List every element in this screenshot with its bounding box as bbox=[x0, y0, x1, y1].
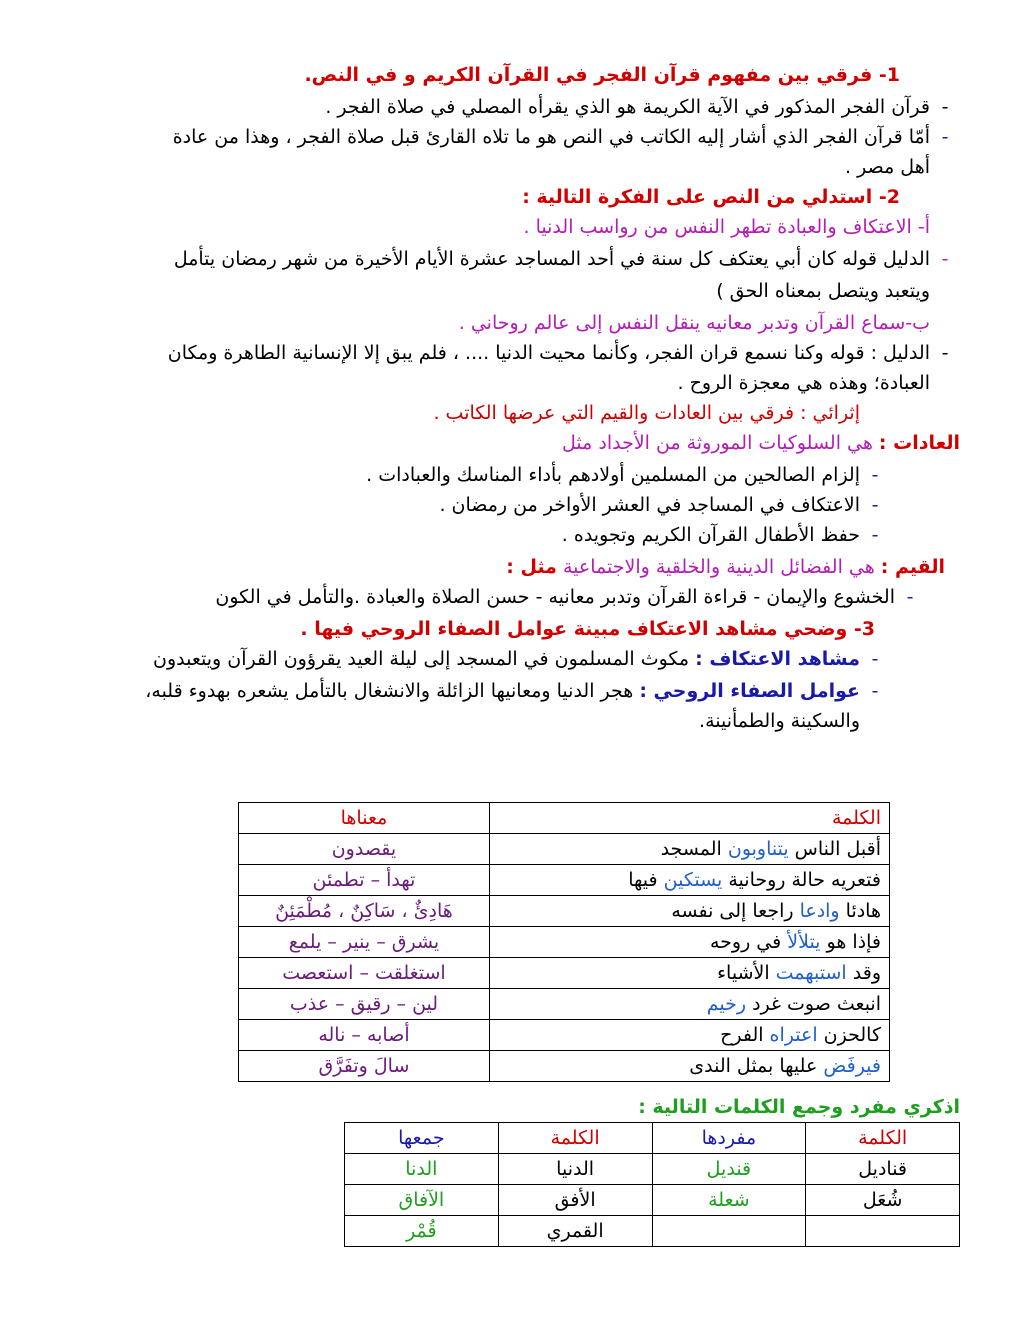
header-meaning: معناها bbox=[239, 803, 490, 834]
table-header-row bbox=[239, 803, 890, 834]
vocab-meaning-cell: استغلقت – استعصت bbox=[239, 958, 490, 989]
table-row bbox=[239, 865, 890, 896]
q1-item-2-cont: أهل مصر . bbox=[845, 156, 930, 178]
plural-cell: القمري bbox=[498, 1216, 652, 1247]
q2-heading: 2- استدلي من النص على الفكرة التالية : bbox=[522, 186, 900, 208]
plural-cell: الدنيا bbox=[498, 1154, 652, 1185]
vocab-meaning-cell: هَادِئٌ ، سَاكِنٌ ، مُطْمَئِنٌ bbox=[239, 896, 490, 927]
plural-cell: قناديل bbox=[806, 1154, 960, 1185]
table-row bbox=[239, 1051, 890, 1082]
table-row bbox=[345, 1185, 960, 1216]
vocab-word-cell: انبعث صوت غرد رخيم bbox=[489, 989, 889, 1020]
plural-cell bbox=[806, 1216, 960, 1247]
vocab-word-cell: وقد استبهمت الأشياء bbox=[489, 958, 889, 989]
q1-item-1: -قرآن الفجر المذكور في الآية الكريمة هو الذي يقرأه المصلي في صلاة الفجر . bbox=[325, 96, 949, 118]
vocab-word-cell: أقبل الناس يتناوبون المسجد bbox=[489, 834, 889, 865]
plural-header-cell: مفردها bbox=[652, 1123, 806, 1154]
customs-item: -الاعتكاف في المساجد في العشر الأواخر من رمضان . bbox=[439, 494, 879, 516]
vocab-word-cell: هادئا وادعا راجعا إلى نفسه bbox=[489, 896, 889, 927]
q3-heading: 3- وضحي مشاهد الاعتكاف مبينة عوامل الصفاء الروحي فيها . bbox=[300, 618, 875, 640]
plural-header-cell: الكلمة bbox=[806, 1123, 960, 1154]
plural-cell: الآفاق bbox=[345, 1185, 499, 1216]
plural-header-cell: الكلمة bbox=[498, 1123, 652, 1154]
plural-header-cell: جمعها bbox=[345, 1123, 499, 1154]
q3-factors-cont: والسكينة والطمأنينة. bbox=[699, 710, 860, 732]
q2-proof-a: -الدليل قوله كان أبي يعتكف كل سنة في أحد المساجد عشرة الأيام الأخيرة من شهر رمضان يتأمل bbox=[173, 248, 949, 270]
plural-cell: قنديل bbox=[652, 1154, 806, 1185]
plural-cell: الدنا bbox=[345, 1154, 499, 1185]
q3-factors: -عوامل الصفاء الروحي : هجر الدنيا ومعانيها الزائلة والانشغال بالتأمل يشعره بهدوء قلبه، bbox=[145, 680, 879, 702]
plural-cell: شعلة bbox=[652, 1185, 806, 1216]
table-row bbox=[239, 958, 890, 989]
table-row bbox=[239, 989, 890, 1020]
table-row bbox=[345, 1216, 960, 1247]
q1-item-2: -أمّا قرآن الفجر الذي أشار إليه الكاتب في النص هو ما تلاه القارئ قبل صلاة الفجر ، وهذا من عادة bbox=[172, 126, 949, 148]
q1-heading: 1- فرقي بين مفهوم قرآن الفجر في القرآن الكريم و في النص. bbox=[304, 64, 900, 86]
vocab-meaning-cell: سالَ وتفَرَّق bbox=[239, 1051, 490, 1082]
table-row bbox=[239, 927, 890, 958]
vocab-meaning-cell: تهدأ – تطمئن bbox=[239, 865, 490, 896]
plural-cell: شُعَل bbox=[806, 1185, 960, 1216]
table-row bbox=[239, 834, 890, 865]
vocab-meaning-cell: لين – رقيق – عذب bbox=[239, 989, 490, 1020]
plural-cell: قُمْر bbox=[345, 1216, 499, 1247]
plural-cell bbox=[652, 1216, 806, 1247]
q2-proof-b-cont: العبادة؛ وهذه هي معجزة الروح . bbox=[677, 372, 930, 394]
table-row bbox=[345, 1154, 960, 1185]
vocab-word-cell: كالحزن اعتراه الفرح bbox=[489, 1020, 889, 1051]
header-word: الكلمة bbox=[489, 803, 889, 834]
plural-cell: الأفق bbox=[498, 1185, 652, 1216]
q2-proof-b: -الدليل : قوله وكنا نسمع قران الفجر، وكأنما محيت الدنيا .... ، فلم يبق إلا الإنسانية الطاهرة ومكان bbox=[167, 342, 949, 364]
customs-item: -حفظ الأطفال القرآن الكريم وتجويده . bbox=[561, 524, 879, 546]
table-row bbox=[239, 1020, 890, 1051]
values-list: -الخشوع والإيمان - قراءة القرآن وتدبر معانيه - حسن الصلاة والعبادة .والتأمل في الكون bbox=[215, 586, 914, 608]
vocab-meaning-cell: يشرق – ينير – يلمع bbox=[239, 927, 490, 958]
plural-heading: اذكري مفرد وجمع الكلمات التالية : bbox=[638, 1096, 960, 1118]
vocab-meaning-cell: يقصدون bbox=[239, 834, 490, 865]
vocab-meaning-cell: أصابه – ناله bbox=[239, 1020, 490, 1051]
vocab-word-cell: فتعريه حالة روحانية يستكين فيها bbox=[489, 865, 889, 896]
values-definition: القيم : هي الفضائل الدينية والخلقية والاجتماعية مثل : bbox=[506, 556, 945, 578]
q2-idea-b: ب-سماع القرآن وتدبر معانيه ينقل النفس إلى عالم روحاني . bbox=[458, 312, 930, 334]
q3-scenes: -مشاهد الاعتكاف : مكوث المسلمون في المسجد إلى ليلة العيد يقرؤون القرآن ويتعبدون bbox=[153, 648, 879, 670]
vocab-word-cell: فيرفَض عليها بمثل الندى bbox=[489, 1051, 889, 1082]
customs-definition: العادات : هي السلوكيات الموروثة من الأجداد مثل bbox=[562, 432, 960, 454]
table-row bbox=[239, 896, 890, 927]
customs-item: -إلزام الصالحين من المسلمين أولادهم بأداء المناسك والعبادات . bbox=[366, 464, 879, 486]
vocabulary-table bbox=[238, 802, 890, 1082]
table-header-row bbox=[345, 1123, 960, 1154]
plural-table bbox=[344, 1122, 960, 1247]
q2-idea-a: أ- الاعتكاف والعبادة تطهر النفس من رواسب الدنيا . bbox=[523, 216, 930, 238]
q2-proof-a-cont: ويتعبد ويتصل بمعناه الحق ) bbox=[716, 280, 930, 302]
vocab-word-cell: فإذا هو يتلألأ في روحه bbox=[489, 927, 889, 958]
enrichment-heading: إثرائي : فرقي بين العادات والقيم التي عرضها الكاتب . bbox=[433, 402, 860, 424]
